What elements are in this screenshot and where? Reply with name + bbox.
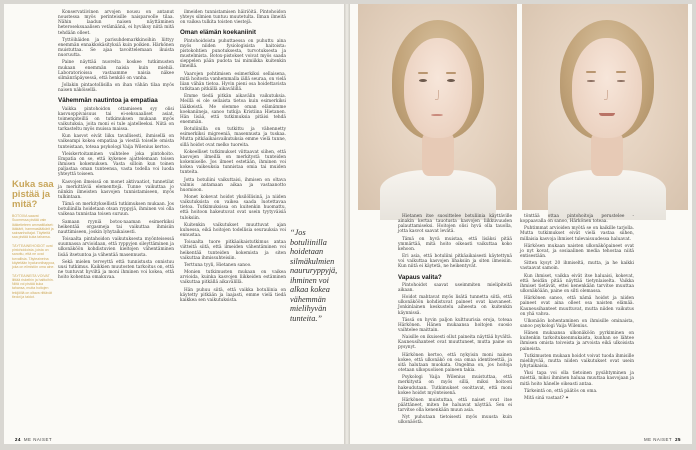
sidebar-title: Kuka saa pistää ja mitä? [12,179,54,210]
paragraph: Kun kasvot eivät liiku tavallisesti, ihmisellä on vaikeampi kokea empatiaa ja viestiä toiselle omista tunteistaan, toteaa psykologi Vaija Wilenius kertoo. [58,134,174,150]
paragraph: Kokeelliset tutkimukset viittaavat siihen, että kasvojen ilmeillä on merkitystä tunteiden kokemiselle. Jos ilmeet estetään, ihminen voi kokea vaikeuksia tunnistaa omia tai muiden tunteita. [180,149,286,176]
paragraph: Mitä sinä vastaat? ✦ [524,395,569,401]
paragraph: Ulkonäön kohentaminen on ihmisille ominaista, sanoo psykologi Vaija Wilenius. [520,318,634,329]
page-number: 25 [675,437,681,442]
magazine-name: ME NAISET [643,437,673,442]
paragraph: Tässä on hyvin paljon kulttuurisia eroja, toteaa Härkönen. Hänen mukaansa hoitojen suosio vaihtelee maittain. [398,317,512,333]
paragraph: Konservatiivinen arvojen nousu on antanut noustessa myös perinteisille naisparoolle tilaa. Nähin laadun naisen näyttäminen heteroseksuaalisen vetämäänä, ei hyväksy niitä mitä tehdään olleet. [58,10,174,36]
paragraph: Toisaalta tuore pitkäaikaistutkimus antaa viitteitä siitä, että ilmeiden vähentäminen voi heikentää tunteiden kokemista ja siten vaikuttaa ihmissuhteisiin. [180,240,286,261]
paragraph: Jotta botuliini vaikuttaisi, ihmisen on oltava valmis antamaan aikaa ja vastaanotto huomioon. [180,177,286,193]
left-page [4,4,344,444]
paragraph: Sekä mielen terveyttä että tunnistusta onnistuu uusi tutkimus. Kaikkien muutosten tarkoitus on, että ne tuntuvat hyviltä ja moni ihminen voi kokea, että hoito kohentaa omakuvaa. [58,259,174,281]
sidebar-box [12,180,56,416]
paragraph: Toisaalta pintahoidon vaikutuksesta myönteisessä suunnassa arvioidaan, että ryppyjen sileyttäminen ja ulkonäköön kohdistuvien kieltojen vähentäminen lisää itsetuntoa ja vähentää masennusta. [58,237,174,258]
paragraph: Vaikka pintohoidon ottamiseen syy olisi kasvuoppivaisuus tai ei-seksuaaliset asiat, toimenpiteillä on tutkimuksen mukaan myös vaikutuksia, joita moni ei tule ajatelleeksi. Niitä on tarkasteltu myös muissa maissa. [58,106,174,133]
paragraph: Härkönen muistuttaa, että naiset ovat itse päättäneet, miten he haluavat näyttää. Sen ei tarvitse olla kenenkään muun asia. [398,397,512,414]
right-column-2 [520,214,634,416]
paragraph: Tutkimusten mukaan hoidot voivat tuoda ihmisille mielihyvää, mutta niiden vaikutukset ovat usein lyhytaikaisia. [520,353,634,370]
paragraph: Tärkeintä on, että päätös on oma. [524,388,598,394]
paragraph: Tämä on merkityksellistä tutkimuksen mukaan. Jos botuliinilla hoidetaan otsan ryppyjä, ihminen voi olla vaikeaa tunnistaa toisen suruun. [58,202,174,218]
paragraph: Monien tutkimusten mukaan on vaikea arvioida, kuinka kasvojen liikkeiden estäminen vaikuttaa pitkällä aikavälillä. [180,270,286,286]
paragraph: Paine näyttää nuorelta koskee tutkimusten mukaan enemmän naisia kuin miehiä. Laboratorioissa vastaamme naisia näkee silmänräpäysessä, että henkilö on vanha. [58,60,174,81]
sidebar-paragraph: BOTOXIA saavat Suomessa pistää vain lääketieteen ammattilaiset: lääkärit, hammaslääkärit ja sairaanhoitajat. Täytteitä saa pistää kuka tahansa. [12,214,54,240]
paragraph: Tämä on hyvä muistaa, että lisäksi pitää ymmärtää, mitä hoito oikeasti vaikuttaa koko kehoon. [398,236,512,252]
sidebar-paragraph: TÄYTEAINEITA VOIVAT liittää riskeihin ja haittoihin. Niitä voi pistää kuka tahansa, mutta hoitojen tekijöillä on oltava riittävät tiedot ja taidot. [12,273,54,300]
right-page [350,4,692,444]
paragraph: Terttuna tyyli, Hietanen sanoo. [184,262,252,268]
paragraph: Hietanen itse suosittelee botuliinia käyttäville ainakin kertaa tauotusta kasvojen liikkuvuuden palauttamiseksi. Hoitojen olisi hyvä olla tauolla, jotta kasvot saavat levätä. [398,214,512,235]
page-number: 24 [15,437,21,442]
paragraph: tönttää ottaa pintohoitoja perustelee - koppaavalla on sanoo, Härkönen toteaa. [520,214,634,225]
subheading-koekaniinit: Oman elämän koekaniinit [180,29,256,37]
footer-left [12,437,52,442]
paragraph: Yksi tapa voi olla tietoinen pysähtyminen ja miettiä, miksi ihminen haluaa muuttaa kasvojaan ja mitä hoito hänelle oikeasti antaa. [520,371,634,387]
paragraph: Botuliinilla on tutkittu ja vähennetty esimerkiksi migreeniä, masennusta ja tuskaa. Mutta pitkäaikaisvaikutuksia emme vielä tunne, sillä hoidot ovat melko tuoreita. [180,127,286,148]
left-column-1 [58,10,174,416]
right-column-1 [398,214,512,426]
paragraph: Pintohoidoista puhuttaessa on puhuttu aina myös niiden fysiologisista haitoista: pistokohtien punotuksesta, turvotuksesta ja mustelmista. Botox-pistokset voivat myös saada sieppelen pään pudota tai mimiikka kuitenkin ilmeillä. [180,38,286,70]
paragraph: Hänen mukaansa ulkonäköön pyrkiminen on kuitenkin tarkoituksenmukaista, kunhan se lähtee ihmisen omista toiveista ja arvoista eikä ulkoisista paineista. [520,331,634,352]
paragraph: Puhtimmat arvioiden myötä se on kaikille tarjolla. Mutta tutkimukset eivät vielä vastaa siihen, millaisia kasvoja ihmiset tulevaisuudessa haluavat. [520,226,634,242]
paragraph: Tyttöihäiden ja parisuhdemarkkinoihin liittyy enemmän ennakkokäsityksiä kuin poikien. Härkönen muistuttaa. Se ajaa tavoittelemaan ikuista nuoruutta. [58,37,174,59]
paragraph: Kun ihmiset, vaikka eivät itse haluaisi, kokevat, että heidän pitää näyttää tietynlaiselta. Vaikka ihmiset tietävät, ettei kenenkään tarvitse muuttaa ulkonäköään, paine on silti olemassa. [520,273,634,295]
portrait-photo-neutral [358,4,517,210]
paragraph: Jollakin pintaotollisilla on ihan vähän tilaa myös naisen näköisellä. [58,83,174,94]
paragraph: Hän puhuu siitä, että vaikka botuliinia on käytetty pitkään ja laajasti, emme vielä tiedä kaikkea sen vaikutuksista. [180,287,286,303]
paragraph: Yleiskertoitaminen vaihtelee joka pintohoito. Empatia on se, että kykenee ajattelemaan toisen ihmisen kokemuksen. Vasta silloin kun toinen paljastaa oman tunteensa, vasta todella voi luoda yhteyttä toiseen. [58,151,174,178]
paragraph: Emme tiedä pitkän aikavälin vaikutuksia. Meillä ei ole sellaista tietoa kuin esimerkiksi lääkkeistä. Me olemme oman elämämme koekaniineja, sanoo tutkija Kristiina Hietanen. Hän lisää, että tutkimuksia pitäisi tehdä enemmän. [180,94,286,125]
paragraph: Kuitenkin vaikutukset muuttuvat ajan kuluessa, eikä hoitojen todellisia seurauksia voi ennustaa. [180,222,286,239]
footer-right [644,437,684,442]
paragraph: Hoidot mahtavat myös lisätä tunnetta siitä, että ulkonäköön kohdistuvat paineet ovat kasvaneet. Jonkinlainen keskustelu aiheesta on kuitenkin käynnissä. [398,295,512,316]
paragraph: Monet kokevat hoidot yksilöllisinä, ja niiden vaikutuksista on vaikea saada luotettavaa tietoa. Tutkimuksissa on kuitenkin huomattu, että hoitoon hakeutuvat ovat usein tyytyväisiä tuloksiin. [180,195,286,221]
paragraph: Samaan ryyniä botox-naaman esimerkiksi heikentää orgasmeja tai vaikuttaa ihmisiin nauttimiseen, joskin lyhytaikaisesti. [58,219,174,235]
paragraph: Kasvojen ilmeissä on monet aktivaatiot, tunnetilat ja merkittäviä elementtejä. Tunne vaikuttaa jo niinkin ilmeisten kasvojen tunnistamiseen, myös tulkintaan. [58,179,174,200]
paragraph: Psykologi Vaija Wilenius muistuttaa, että merkitystä on myös sillä, miksi hoitoon hakeudutaan. Tutkimukset osoittavat, että moni kokee hoidot myönteisenä. [398,375,512,396]
paragraph: ilmeiden tunnistamisen häiriöitä. Pintohoidon yhteys silmien tuntuu muutetulta. Ilman ilmeitä on vaikea tulkita toisten viestejä. [180,10,286,26]
sidebar-paragraph: TÄYTEAINEHOIDOT ovat pintohoidoista, joista on sanottu, että ne ovat turvallisia. Täyteaineina käytetään hyaluronihappoa, joka on elimistön oma aine. [12,243,56,270]
paragraph: Härkönen kertoo, että nykyisin moni nainen kokee, että ulkonäkö on osa omaa identiteettiä, ja sitä halutaan muokata. Ongelma on, jos hoitoja otetaan ulkopuolisen paineen takia. [398,352,512,374]
left-column-2 [180,10,286,416]
paragraph: Nyt puhutaan tietoisesti myös muusta kuin ulkonäöstä. [398,415,512,426]
magazine-name: ME NAISET [23,437,53,442]
paragraph: Sitten kysyt 20 ihmiseltä, mutta, ja he kaikki vastaavat samoin. [520,261,634,272]
paragraph: Vaarojen pohtimisen esimerkiksi sellaisena, mitä hoitosta vanhemmalla iällä seuraa, on vielä liian vähän tietoa. Hyvin pieni osa hoidettavista tutkitaan pitkällä aikavälillä. [180,71,286,93]
paragraph: Härkösen mukaan naisten ulkonäköpaineet ovat jo nyt kovat, ja sosiaalinen media tehostaa niitä entisestään. [520,243,634,260]
paragraph: Naisille on ikuisesti ollut paineita näyttää hyvältä. Kauneusihanteet ovat muuttuneet, mutta paine on pysynyt. [398,335,512,351]
pull-quote: “Jos botuliinilla hoidetaan silmäkulmien naururyppyjä, ihminen voi alkaa kokea vähemmän mielihyvän tunteita.” [290,228,338,323]
paragraph: Härkönen sanoo, että nämä hoidot ja niiden paineet ovat aina olleet osa naisten elämää. Kauneusihanteet muuttuvat, mutta niiden vaikutus on yhä vahva. [520,296,634,317]
subheading-vapaus: Vapaus valita? [398,273,442,281]
paragraph: Pintohoidot saavat useimmiten mielipiteitä aikaan. [398,282,512,293]
portrait-photo-smiling [522,4,688,210]
paragraph: Eri asia, että botuliini pitkäaikaisesti käytettynä voi vaikuttaa kasvojen lihaksiin ja siten ilmeisiin. Kun niitä ei käytetä, ne heikentyvät. [398,254,512,270]
subheading-nautinto: Vähemmän nautintoa ja empatiaa [58,97,158,105]
